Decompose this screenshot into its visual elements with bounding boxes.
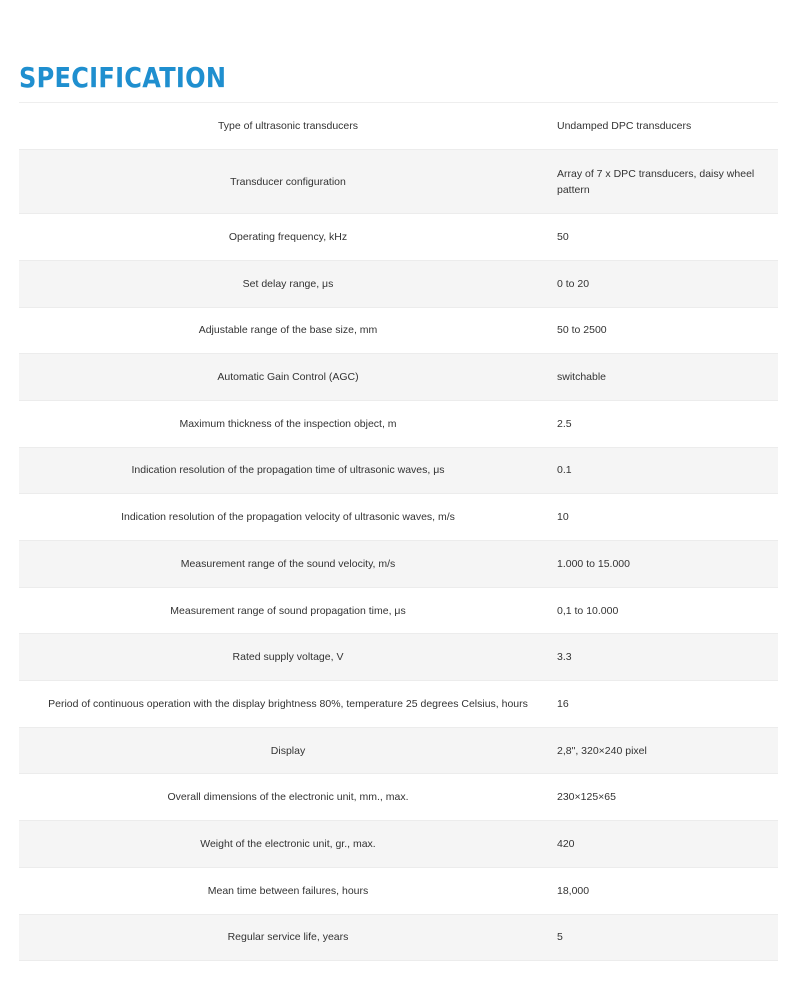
parameter-cell: Maximum thickness of the inspection object, m [19,400,557,447]
page-title: SPECIFICATION [19,61,227,94]
parameter-cell: Mean time between failures, hours [19,867,557,914]
table-row [19,727,778,774]
value-cell: 5 [557,914,778,961]
table-row [19,103,778,150]
value-cell: 3.3 [557,634,778,681]
value-cell: 2,8", 320×240 pixel [557,727,778,774]
value-cell: 50 [557,214,778,261]
table-row [19,354,778,401]
specification-table [19,103,778,961]
table-row [19,494,778,541]
value-cell: 0.1 [557,447,778,494]
table-row [19,150,778,214]
table-row [19,821,778,868]
parameter-cell: Overall dimensions of the electronic unit, mm., max. [19,774,557,821]
value-cell: 0,1 to 10.000 [557,587,778,634]
value-cell: 50 to 2500 [557,307,778,354]
parameter-cell: Set delay range, μs [19,260,557,307]
table-row [19,447,778,494]
value-cell: 1.000 to 15.000 [557,541,778,588]
parameter-cell: Regular service life, years [19,914,557,961]
parameter-cell: Measurement range of sound propagation time, μs [19,587,557,634]
table-row [19,307,778,354]
value-cell: 0 to 20 [557,260,778,307]
parameter-cell: Indication resolution of the propagation velocity of ultrasonic waves, m/s [19,494,557,541]
table-row [19,214,778,261]
table-row [19,400,778,447]
parameter-cell: Indication resolution of the propagation time of ultrasonic waves, μs [19,447,557,494]
parameter-cell: Rated supply voltage, V [19,634,557,681]
table-row [19,541,778,588]
value-cell: 230×125×65 [557,774,778,821]
parameter-cell: Adjustable range of the base size, mm [19,307,557,354]
value-cell: 18,000 [557,867,778,914]
value-cell: 16 [557,681,778,728]
parameter-cell: Type of ultrasonic transducers [19,103,557,150]
value-cell: 420 [557,821,778,868]
table-row [19,260,778,307]
parameter-cell: Display [19,727,557,774]
table-row [19,634,778,681]
parameter-cell: Automatic Gain Control (AGC) [19,354,557,401]
parameter-cell: Weight of the electronic unit, gr., max. [19,821,557,868]
value-cell: 2.5 [557,400,778,447]
table-row [19,587,778,634]
parameter-cell: Operating frequency, kHz [19,214,557,261]
table-row [19,681,778,728]
table-row [19,867,778,914]
value-cell: Undamped DPC transducers [557,103,778,150]
table-row [19,774,778,821]
value-cell: 10 [557,494,778,541]
parameter-cell: Measurement range of the sound velocity, m/s [19,541,557,588]
parameter-cell: Transducer configuration [19,150,557,214]
table-row [19,914,778,961]
value-cell: Array of 7 x DPC transducers, daisy wheel pattern [557,150,778,214]
parameter-cell: Period of continuous operation with the display brightness 80%, temperature 25 degrees Celsius, hours [19,681,557,728]
value-cell: switchable [557,354,778,401]
